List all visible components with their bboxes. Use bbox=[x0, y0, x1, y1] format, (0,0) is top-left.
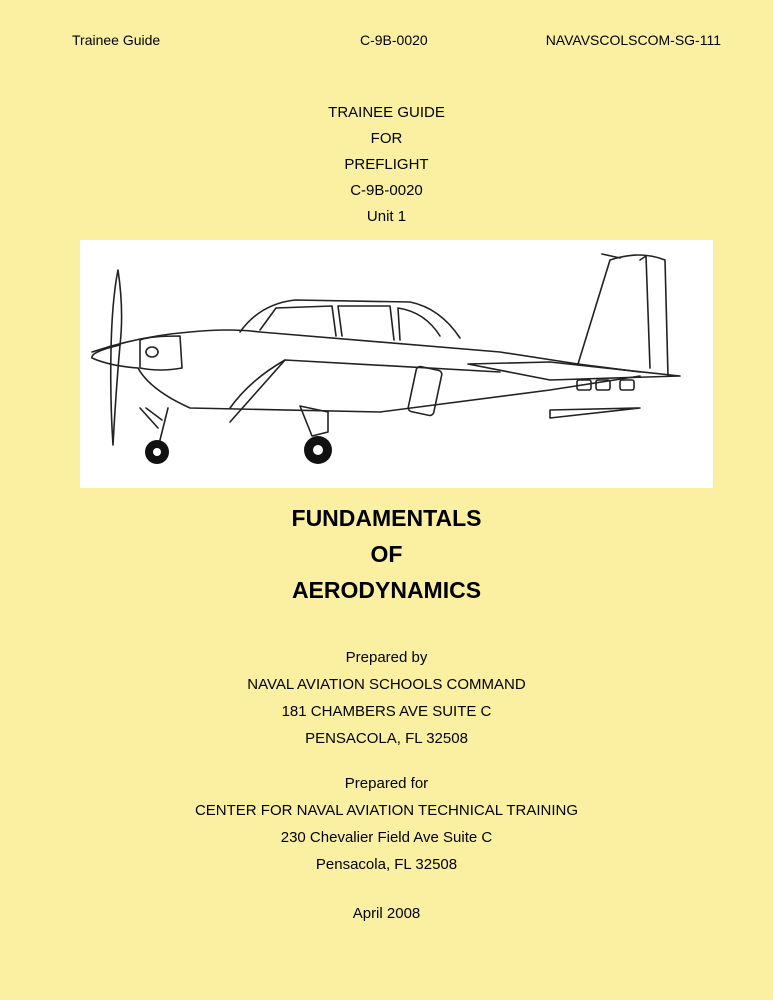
prepared-for-city: Pensacola, FL 32508 bbox=[315, 856, 458, 873]
wheel-icon bbox=[145, 436, 332, 464]
title-line-number: C-9B-0020 bbox=[350, 182, 423, 199]
header-doc-type: Trainee Guide bbox=[72, 32, 161, 48]
airplane-icon bbox=[80, 240, 713, 488]
main-title-line-3: AERODYNAMICS bbox=[291, 577, 482, 603]
header-doc-number: C-9B-0020 bbox=[360, 32, 428, 48]
prepared-for-org: CENTER FOR NAVAL AVIATION TECHNICAL TRAINING bbox=[194, 802, 579, 819]
prepared-by-address: 181 CHAMBERS AVE SUITE C bbox=[281, 703, 492, 720]
page-header bbox=[0, 32, 773, 52]
main-title-line-1: FUNDAMENTALS bbox=[291, 505, 482, 531]
prepared-by-org: NAVAL AVIATION SCHOOLS COMMAND bbox=[247, 676, 526, 693]
title-line-guide: TRAINEE GUIDE bbox=[328, 104, 445, 121]
prepared-for-address: 230 Chevalier Field Ave Suite C bbox=[280, 829, 493, 846]
header-doc-id: NAVAVSCOLSCOM-SG-111 bbox=[545, 32, 721, 48]
prepared-for-block bbox=[0, 770, 773, 878]
title-line-subject: PREFLIGHT bbox=[344, 156, 429, 173]
publication-date: April 2008 bbox=[352, 905, 421, 922]
prepared-by-label: Prepared by bbox=[345, 649, 428, 666]
prepared-by-block bbox=[0, 644, 773, 752]
main-title bbox=[0, 500, 773, 608]
airplane-illustration bbox=[80, 240, 713, 488]
prepared-by-city: PENSACOLA, FL 32508 bbox=[305, 730, 468, 747]
prepared-for-label: Prepared for bbox=[344, 775, 429, 792]
title-line-unit: Unit 1 bbox=[366, 208, 407, 225]
title-block bbox=[0, 100, 773, 230]
title-line-for: FOR bbox=[370, 130, 403, 147]
main-title-line-2: OF bbox=[370, 541, 403, 567]
